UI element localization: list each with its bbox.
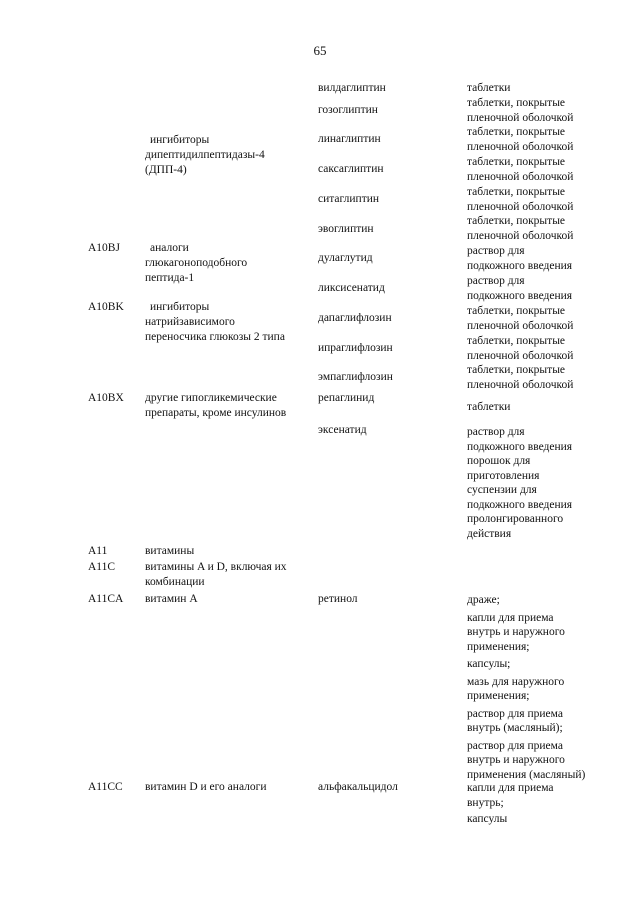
drug-name: эвоглиптин [318, 223, 374, 235]
dosage-form [467, 400, 510, 415]
dosage-form [467, 593, 585, 782]
drug-name: ретинол [318, 593, 358, 605]
dosage-form-line: пленочной оболочкой [467, 378, 574, 391]
dosage-form [467, 304, 573, 333]
dosage-form-line: раствор для приема [467, 707, 563, 720]
dosage-form-line: приготовления [467, 469, 540, 482]
dosage-form-line: мазь для наружного [467, 675, 565, 688]
dosage-form-line: капсулы; [467, 658, 511, 670]
dosage-form-line: пленочной оболочкой [467, 170, 574, 183]
dosage-form [467, 781, 554, 827]
dosage-form-line: таблетки, покрытые [467, 97, 566, 109]
dosage-form-line: таблетки, покрытые [467, 186, 566, 198]
dosage-form-line: пленочной оболочкой [467, 229, 574, 242]
drug-name: дулаглутид [318, 252, 373, 264]
dosage-form-line: подкожного введения [467, 259, 573, 272]
dosage-form [467, 155, 573, 184]
group-sglt2-line2: натрийзависимого [145, 316, 235, 328]
drug-name: эксенатид [318, 424, 367, 436]
dosage-form [467, 274, 572, 303]
group-glp1-line2: глюкагоноподобного [145, 257, 248, 269]
dosage-form-line: таблетки, покрытые [467, 126, 566, 138]
dosage-form-line: раствор для [467, 275, 525, 287]
dosage-form-line: таблетки, покрытые [467, 215, 566, 227]
dosage-form-line: капсулы [467, 813, 508, 825]
dosage-form-line: пленочной оболочкой [467, 200, 574, 213]
dosage-form-line: внутрь и наружного [467, 754, 565, 766]
atc-code: A10BJ [88, 242, 120, 254]
dosage-form-line: таблетки [467, 401, 511, 413]
drug-name: ликсисенатид [318, 282, 385, 294]
dosage-form [467, 81, 510, 96]
drug-name: линаглиптин [318, 133, 381, 145]
dosage-form-line: внутрь; [467, 796, 504, 809]
dosage-form-line: пленочной оболочкой [467, 111, 574, 124]
dosage-form-line: раствор для [467, 245, 525, 257]
dosage-form-line: таблетки, покрытые [467, 364, 566, 376]
group-dpp4-line1: ингибиторы [150, 134, 210, 146]
group-dpp4-line3: (ДПП-4) [145, 164, 187, 176]
dosage-form [467, 425, 572, 541]
drug-name: ипраглифлозин [318, 342, 393, 354]
dosage-form-line: действия [467, 527, 512, 540]
group-vitad-line2: комбинации [145, 576, 205, 588]
group-name: витамин D и его аналоги [145, 781, 267, 793]
group-name: витамин A [145, 593, 198, 605]
dosage-form-line: подкожного введения [467, 440, 573, 453]
group-other-line1: другие гипогликемические [145, 392, 277, 404]
dosage-form-line: драже; [467, 594, 500, 606]
dosage-form-line: применения; [467, 640, 530, 653]
group-sglt2-line1: ингибиторы [150, 301, 210, 313]
atc-code: A11C [88, 561, 116, 573]
group-name: витамины [145, 545, 195, 557]
dosage-form [467, 96, 573, 125]
dosage-form-line: таблетки, покрытые [467, 156, 566, 168]
dosage-form-line: внутрь (масляный); [467, 722, 563, 734]
dosage-form-line: подкожного введения [467, 289, 573, 302]
dosage-form [467, 185, 573, 214]
dosage-form-line: таблетки, покрытые [467, 335, 566, 347]
dosage-form [467, 363, 573, 392]
group-other-line2: препараты, кроме инсулинов [145, 407, 287, 419]
group-glp1-line1: аналоги [150, 242, 189, 254]
drug-name: репаглинид [318, 392, 375, 404]
group-sglt2-line3: переносчика глюкозы 2 типа [145, 331, 285, 343]
dosage-form-line: таблетки, покрытые [467, 305, 566, 317]
dosage-form-line: пленочной оболочкой [467, 140, 574, 153]
dosage-form [467, 334, 573, 363]
dosage-form-line: пролонгированного [467, 513, 564, 525]
dosage-form-line: капли для приема [467, 782, 554, 794]
dosage-form-line: капли для приема [467, 611, 554, 624]
drug-name: гозоглиптин [318, 104, 378, 116]
group-glp1-line3: пептида-1 [145, 272, 195, 284]
drug-name: альфакальцидол [318, 781, 398, 793]
dosage-form [467, 214, 573, 243]
page-number: 65 [313, 43, 327, 58]
dosage-form-line: раствор для приема [467, 739, 563, 752]
drug-name: саксаглиптин [318, 163, 384, 175]
dosage-form [467, 125, 573, 154]
dosage-form-line: суспензии для [467, 484, 537, 496]
group-dpp4-line2: дипептидилпептидазы-4 [145, 149, 265, 161]
dosage-form-line: внутрь и наружного [467, 626, 565, 638]
drug-name: эмпаглифлозин [318, 371, 393, 383]
dosage-form-line: применения (масляный) [467, 768, 586, 781]
drug-name: вилдаглиптин [318, 82, 386, 94]
dosage-form-line: таблетки [467, 82, 511, 94]
atc-code: A10BX [88, 392, 124, 404]
atc-code: A11CC [88, 781, 123, 793]
dosage-form-line: порошок для [467, 455, 531, 467]
atc-code: A10BK [88, 301, 124, 313]
group-vitad-line1: витамины A и D, включая их [145, 561, 287, 573]
dosage-form-line: пленочной оболочкой [467, 319, 574, 332]
drug-name: ситаглиптин [318, 193, 380, 205]
dosage-form-line: пленочной оболочкой [467, 349, 574, 362]
dosage-form [467, 244, 572, 273]
drug-name: дапаглифлозин [318, 312, 392, 324]
atc-code: A11CA [88, 593, 124, 605]
dosage-form-line: подкожного введения [467, 498, 573, 511]
atc-code: A11 [88, 545, 108, 557]
dosage-form-line: применения; [467, 690, 530, 702]
dosage-form-line: раствор для [467, 426, 525, 438]
